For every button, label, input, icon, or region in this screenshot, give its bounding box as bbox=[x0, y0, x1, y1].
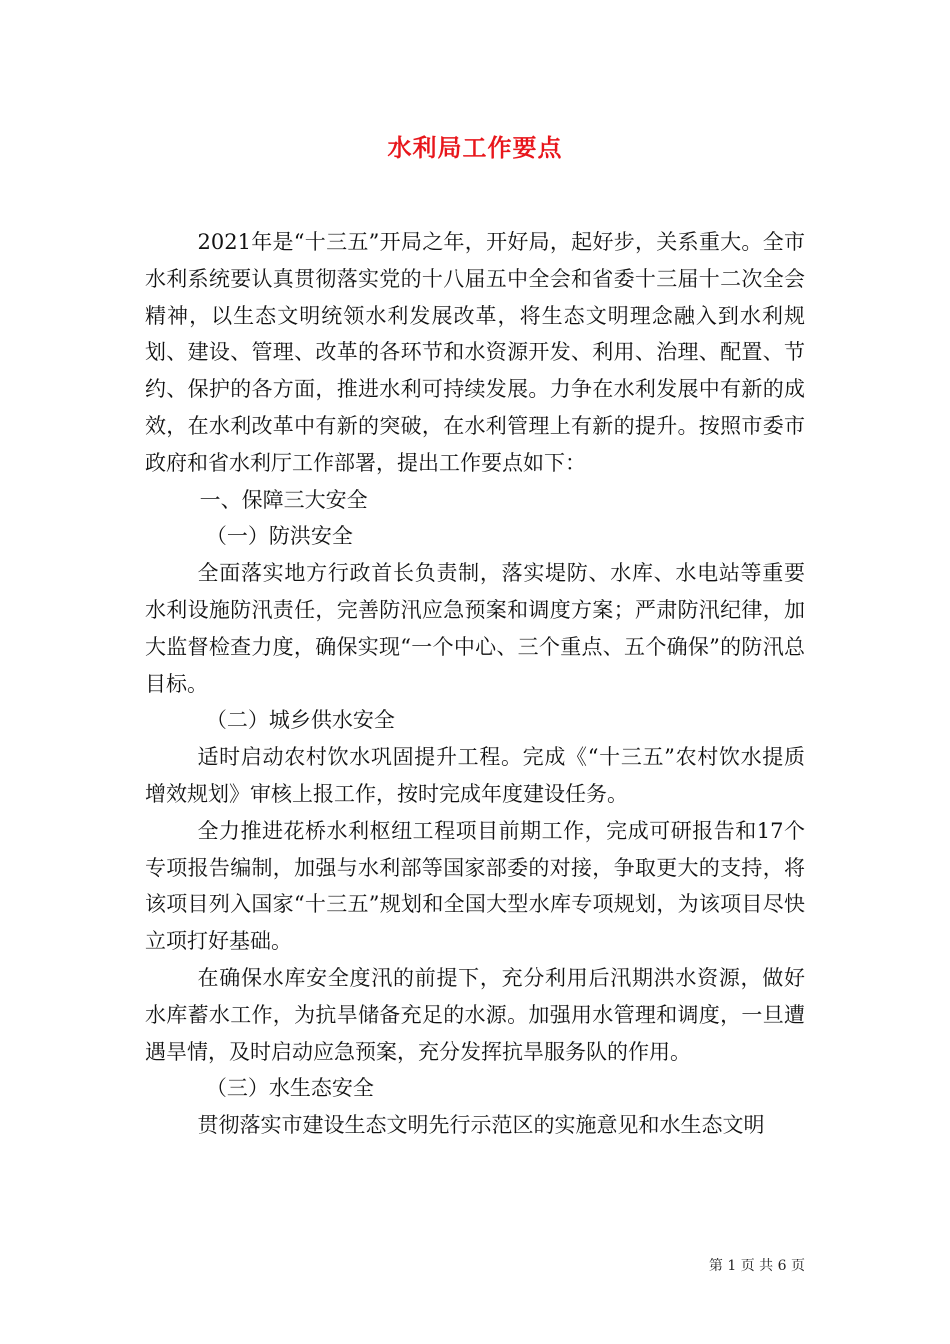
subsection-heading-water-supply: （二）城乡供水安全 bbox=[205, 708, 395, 733]
subsection-heading-ecology: （三）水生态安全 bbox=[205, 1076, 374, 1101]
paragraph-intro: 2021年是“十三五”开局之年，开好局，起好步，关系重大。全市水利系统要认真贯彻落实党的十八届五中全会和省委十三届十二次全会精神，以生态文明统领水利发展改革，将生态文明理念融入到水利规划、建设、管理、改革的各环节和水资源开发、利用、治理、配置、节约、保护的各方面，推进水利可持续发展。力争在水利发展中有新的成效，在水利改革中有新的突破，在水利管理上有新的提升。按照市委市政府和省水利厅工作部署，提出工作要点如下： bbox=[145, 230, 805, 475]
subsection-heading-flood: （一）防洪安全 bbox=[205, 524, 353, 549]
paragraph-reservoir: 在确保水库安全度汛的前提下，充分利用后汛期洪水资源，做好水库蓄水工作，为抗旱储备充足的水源。加强用水管理和调度，一旦遭遇旱情，及时启动应急预案，充分发挥抗旱服务队的作用。 bbox=[145, 965, 805, 1064]
page-number-footer: 第 1 页 共 6 页 bbox=[708, 1258, 805, 1274]
paragraph-huaqiao-project: 全力推进花桥水利枢纽工程项目前期工作，完成可研报告和17个专项报告编制，加强与水利部等国家部委的对接，争取更大的支持，将该项目列入国家“十三五”规划和全国大型水库专项规划，为该项目尽快立项打好基础。 bbox=[145, 818, 805, 954]
document-body bbox=[145, 224, 805, 1144]
paragraph-ecology: 贯彻落实市建设生态文明先行示范区的实施意见和水生态文明 bbox=[197, 1113, 765, 1138]
document-title: 水利局工作要点 bbox=[387, 133, 563, 162]
paragraph-flood: 全面落实地方行政首长负责制，落实堤防、水库、水电站等重要水利设施防汛责任，完善防汛应急预案和调度方案；严肃防汛纪律，加大监督检查力度，确保实现“一个中心、三个重点、五个确保”的防汛总目标。 bbox=[145, 561, 805, 696]
paragraph-rural-water: 适时启动农村饮水巩固提升工程。完成《“十三五”农村饮水提质增效规划》审核上报工作，按时完成年度建设任务。 bbox=[145, 745, 805, 806]
section-heading-1: 一、保障三大安全 bbox=[199, 487, 368, 512]
